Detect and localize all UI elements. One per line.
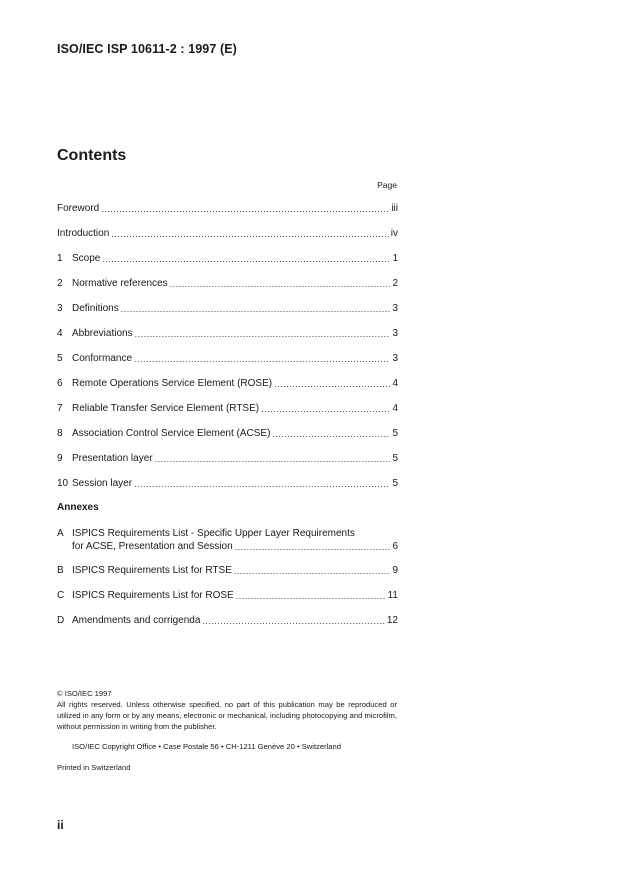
toc-entry-session-layer[interactable] <box>57 478 398 490</box>
toc-entry-rtse[interactable] <box>57 403 398 415</box>
toc-entry-label: Abbreviations <box>72 328 133 339</box>
printed-in: Printed in Switzerland <box>57 763 131 772</box>
toc-entry-page: 4 <box>392 403 398 414</box>
toc-entry-annex-b[interactable] <box>57 565 398 577</box>
rights-statement: All rights reserved. Unless otherwise specified, no part of this publication may be reproduced or utilized in any form or by any means, electronic or mechanical, including photocopying and microfilm, without permission in writing from the publisher. <box>57 700 397 731</box>
toc-entry-label: ISPICS Requirements List for RTSE <box>72 565 232 576</box>
dot-leader <box>111 228 389 240</box>
toc-entry-label: for ACSE, Presentation and Session <box>72 541 233 552</box>
toc-entry-page: 5 <box>392 453 398 464</box>
copyright-line: © ISO/IEC 1997 <box>57 689 112 698</box>
toc-entry-presentation-layer[interactable] <box>57 453 398 465</box>
dot-leader <box>134 353 390 365</box>
dot-leader <box>102 253 390 265</box>
copyright-office-address: ISO/IEC Copyright Office • Case Postale 56 • CH-1211 Genève 20 • Switzerland <box>72 742 341 751</box>
page-number: ii <box>57 818 64 832</box>
toc-entry-scope[interactable] <box>57 253 398 265</box>
annexes-heading: Annexes <box>57 502 99 513</box>
dot-leader <box>134 478 390 490</box>
toc-entry-page: 3 <box>392 328 398 339</box>
toc-entry-label: Amendments and corrigenda <box>72 615 201 626</box>
toc-entry-number: 1 <box>57 253 63 264</box>
toc-entry-number: 7 <box>57 403 63 414</box>
toc-entry-number: 4 <box>57 328 63 339</box>
toc-entry-conformance[interactable] <box>57 353 398 365</box>
toc-entry-annex-d[interactable] <box>57 615 398 627</box>
toc-entry-label: Foreword <box>57 203 100 214</box>
dot-leader <box>236 590 386 602</box>
toc-entry-page: iv <box>390 228 398 239</box>
toc-entry-page: 1 <box>392 253 398 264</box>
toc-entry-label: Scope <box>72 253 101 264</box>
dot-leader <box>234 565 391 577</box>
toc-entry-normative-references[interactable] <box>57 278 398 290</box>
toc-entry-number: B <box>57 565 64 576</box>
toc-entry-page: 3 <box>392 303 398 314</box>
toc-entry-page: 9 <box>392 565 398 576</box>
toc-entry-annex-c[interactable] <box>57 590 398 602</box>
dot-leader <box>121 303 391 315</box>
copyright-notice <box>57 688 397 732</box>
toc-entry-label: Definitions <box>72 303 119 314</box>
toc-entry-label: Reliable Transfer Service Element (RTSE) <box>72 403 260 414</box>
toc-entry-label: Introduction <box>57 228 110 239</box>
dot-leader <box>101 203 389 215</box>
dot-leader <box>135 328 391 340</box>
dot-leader <box>202 615 384 627</box>
toc-entry-page: 3 <box>392 353 398 364</box>
toc-entry-page: 4 <box>392 378 398 389</box>
toc-entry-acse[interactable] <box>57 428 398 440</box>
toc-entry-label: Normative references <box>72 278 168 289</box>
toc-entry-page: 6 <box>392 541 398 552</box>
dot-leader <box>170 278 391 290</box>
toc-entry-label: Association Control Service Element (ACSE) <box>72 428 271 439</box>
dot-leader <box>235 541 391 553</box>
toc-entry-number: 10 <box>57 478 69 489</box>
toc-entry-number: 2 <box>57 278 63 289</box>
toc-entry-label: ISPICS Requirements List for ROSE <box>72 590 234 601</box>
toc-entry-number: D <box>57 615 65 626</box>
toc-entry-label: Session layer <box>72 478 133 489</box>
toc-entry-number: 3 <box>57 303 63 314</box>
toc-entry-number: 6 <box>57 378 63 389</box>
toc-entry-foreword[interactable] <box>57 203 398 215</box>
toc-entry-definitions[interactable] <box>57 303 398 315</box>
toc-entry-number: A <box>57 528 64 539</box>
annex-a-title-line1 <box>57 528 398 540</box>
toc-entry-number: 9 <box>57 453 63 464</box>
toc-entry-page: iii <box>391 203 398 214</box>
toc-entry-label: Conformance <box>72 353 133 364</box>
toc-entry-number: 8 <box>57 428 63 439</box>
dot-leader <box>272 428 390 440</box>
toc-entry-label: Remote Operations Service Element (ROSE) <box>72 378 273 389</box>
toc-entry-page: 2 <box>392 278 398 289</box>
toc-entry-rose[interactable] <box>57 378 398 390</box>
toc-entry-number: 5 <box>57 353 63 364</box>
document-header: ISO/IEC ISP 10611-2 : 1997 (E) <box>57 42 237 56</box>
toc-entry-page: 5 <box>392 428 398 439</box>
dot-leader <box>274 378 390 390</box>
dot-leader <box>261 403 390 415</box>
toc-entry-annex-a[interactable] <box>57 541 398 553</box>
toc-entry-page: 5 <box>392 478 398 489</box>
toc-entry-page: 11 <box>387 590 398 601</box>
toc-entry-page: 12 <box>386 615 398 626</box>
dot-leader <box>155 453 391 465</box>
toc-entry-label-line1: ISPICS Requirements List - Specific Upper Layer Requirements <box>72 528 355 539</box>
page-column-label: Page <box>377 180 397 190</box>
toc-entry-introduction[interactable] <box>57 228 398 240</box>
toc-entry-abbreviations[interactable] <box>57 328 398 340</box>
toc-entry-label: Presentation layer <box>72 453 153 464</box>
toc-entry-number: C <box>57 590 65 601</box>
contents-title: Contents <box>57 147 127 164</box>
